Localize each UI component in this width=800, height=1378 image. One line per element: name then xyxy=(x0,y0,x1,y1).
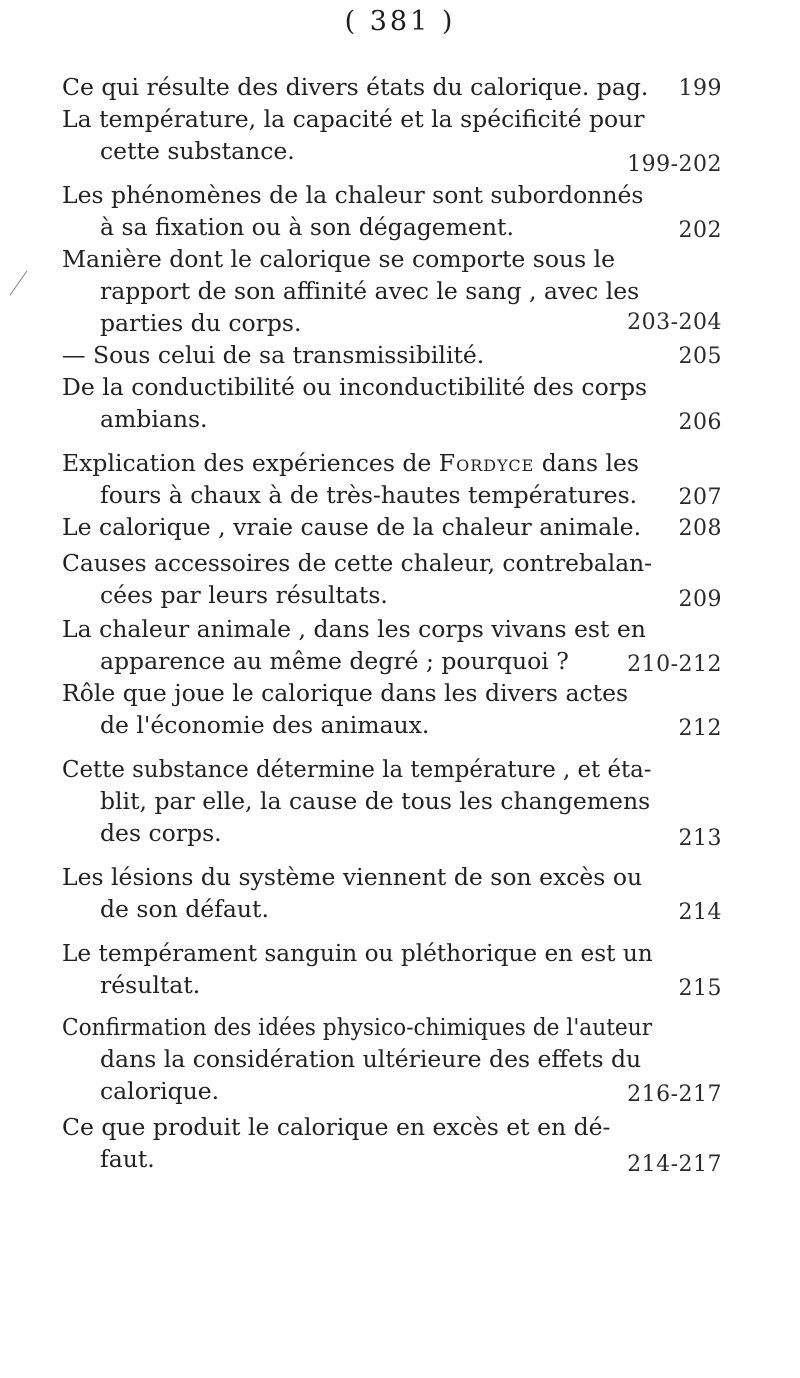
toc-entry-line: calorique. xyxy=(100,1077,220,1105)
toc-entry-line: résultat. xyxy=(100,971,201,999)
toc-entry-line: Le calorique , vraie cause de la chaleur animale. xyxy=(62,513,642,541)
toc-entry-line: de son défaut. xyxy=(100,895,269,923)
toc-entry-line: de l'économie des animaux. xyxy=(100,711,430,739)
toc-entry-line xyxy=(100,480,637,510)
toc-entry-line: cées par leurs résultats. xyxy=(100,581,388,609)
page-reference: 210-212 xyxy=(627,652,722,677)
page-reference: 209 xyxy=(678,587,722,612)
toc-entry-line: faut. xyxy=(100,1145,155,1173)
page-reference: 205 xyxy=(678,344,722,369)
toc-entry-line: Manière dont le calorique se comporte sous le xyxy=(62,245,616,273)
toc-entry-line: parties du corps. xyxy=(100,309,302,337)
toc-entry-line: La chaleur animale , dans les corps vivans est en xyxy=(62,615,646,643)
page-reference: 202 xyxy=(678,218,722,243)
toc-entry-line: De la conductibilité ou inconductibilité des corps xyxy=(62,373,648,401)
toc-entry-line: Confirmation des idées physico-chimiques de l'auteur xyxy=(62,1013,653,1041)
page-reference: 207 xyxy=(678,485,722,510)
toc-entry-text: Explication des expériences de xyxy=(62,449,439,477)
toc-entry-line: Le tempérament sanguin ou pléthorique en est un xyxy=(62,939,653,967)
toc-entry-line: Causes accessoires de cette chaleur, contrebalan- xyxy=(62,549,653,577)
toc-entry-line: Ce que produit le calorique en excès et en dé- xyxy=(62,1113,611,1141)
page-reference: 213 xyxy=(678,826,722,851)
page-reference: 214-217 xyxy=(627,1152,722,1177)
toc-entry-line: Cette substance détermine la température , et éta- xyxy=(62,755,652,783)
toc-entry-line: rapport de son affinité avec le sang , avec les xyxy=(100,277,640,305)
toc-entry-line: à sa fixation ou à son dégagement. xyxy=(100,213,514,241)
toc-entry-line: apparence au même degré ; pourquoi ? xyxy=(100,647,569,675)
toc-entry-line: Ce qui résulte des divers états du calorique. pag. xyxy=(62,73,649,101)
page-number: ( 381 ) xyxy=(344,6,456,37)
page-reference: 208 xyxy=(678,516,722,541)
toc-entry-line: — Sous celui de sa transmissibilité. xyxy=(62,341,485,369)
author-name: Fordyce xyxy=(438,449,535,477)
page-reference: 199 xyxy=(678,76,722,101)
margin-pencil-mark xyxy=(9,270,27,295)
toc-entry-line: Rôle que joue le calorique dans les divers actes xyxy=(62,679,629,707)
toc-entry-text: dans les xyxy=(534,449,639,477)
toc-entry-line: Les phénomènes de la chaleur sont subordonnés xyxy=(62,181,644,209)
toc-entry-line: dans la considération ultérieure des effets du xyxy=(100,1045,642,1073)
page-reference: 215 xyxy=(678,976,722,1001)
toc-entry-line: des corps. xyxy=(100,819,222,847)
toc-entry-text: fours à chaux à de très-hautes températures. xyxy=(100,481,638,509)
toc-entry-line: cette substance. xyxy=(100,137,295,165)
toc-entry-line: ambians. xyxy=(100,405,208,433)
page-reference: 203-204 xyxy=(627,310,722,335)
page-reference: 212 xyxy=(678,716,722,741)
toc-entry-line: blit, par elle, la cause de tous les changemens xyxy=(100,787,651,815)
page-reference: 206 xyxy=(678,410,722,435)
toc-entry-line xyxy=(62,448,639,478)
page-reference: 214 xyxy=(678,900,722,925)
page-reference: 199-202 xyxy=(627,152,722,177)
toc-entry-line: Les lésions du système viennent de son excès ou xyxy=(62,863,643,891)
page-reference: 216-217 xyxy=(627,1082,722,1107)
toc-entry-line: La température, la capacité et la spécificité pour xyxy=(62,105,645,133)
